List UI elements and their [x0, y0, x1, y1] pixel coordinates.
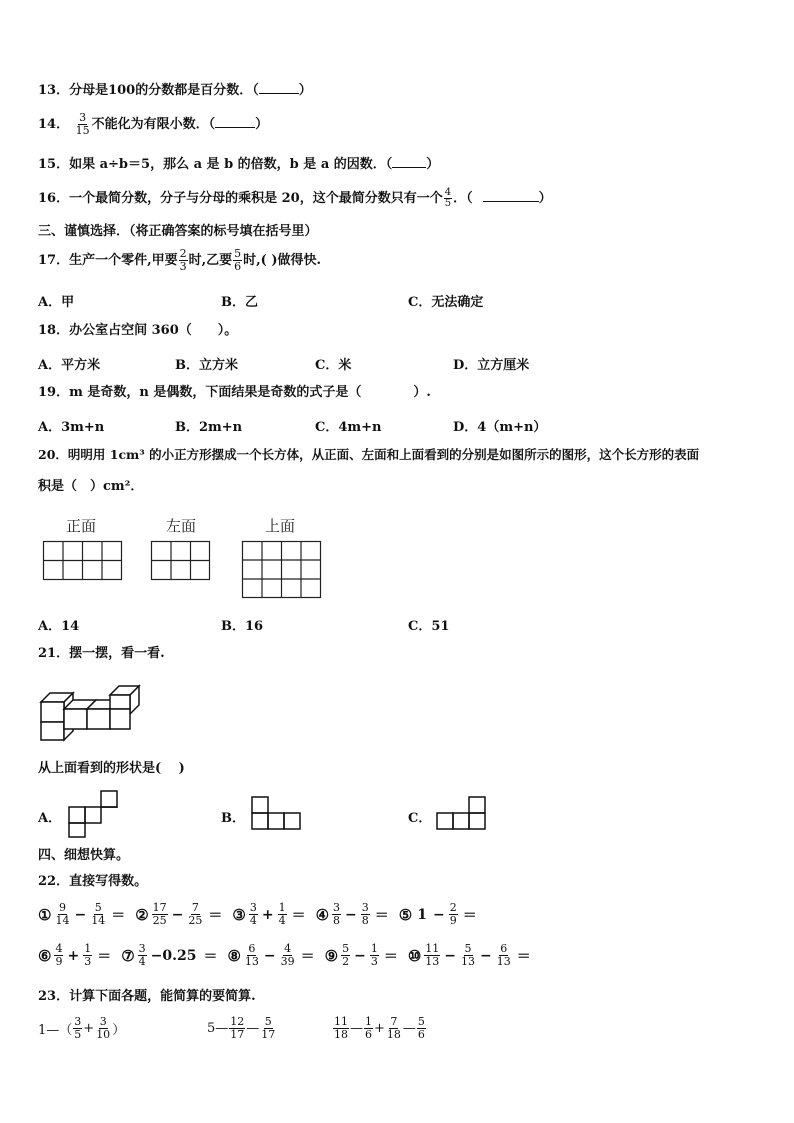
- q21-option-a[interactable]: A．: [38, 811, 62, 826]
- denominator: 3: [179, 260, 187, 273]
- left-view-grid: [151, 541, 211, 581]
- q19-option-c[interactable]: C．4m+n: [315, 420, 382, 435]
- numerator: 12: [230, 1015, 245, 1028]
- denominator: 6: [417, 1028, 425, 1041]
- question-17: [38, 248, 321, 273]
- q17-option-c[interactable]: C．无法确定: [408, 295, 484, 310]
- q17-fraction-1: [179, 248, 188, 273]
- fraction: [95, 1016, 111, 1041]
- q22-problem: [408, 943, 531, 968]
- math-text: ＝: [208, 907, 223, 924]
- fraction: [386, 1016, 402, 1041]
- q20-option-a[interactable]: A．14: [38, 619, 80, 634]
- numerator: 3: [249, 901, 257, 914]
- numerator: 5: [464, 942, 472, 955]
- math-text: −0.25: [150, 947, 197, 964]
- q20-option-c[interactable]: C．51: [408, 619, 450, 634]
- fraction: [138, 943, 147, 968]
- denominator: 8: [361, 914, 369, 927]
- numerator: 3: [74, 1015, 82, 1028]
- numerator: 3: [138, 942, 146, 955]
- numerator: 5: [94, 901, 102, 914]
- fraction: [260, 1016, 276, 1041]
- numerator: 3: [99, 1015, 107, 1028]
- fraction: [370, 943, 379, 968]
- numerator: 1: [365, 1015, 372, 1028]
- left-view-label: 左面: [166, 517, 197, 535]
- q22-problem: [135, 902, 222, 927]
- denominator: 18: [386, 1028, 401, 1041]
- q14-text: 不能化为有限小数．（: [91, 117, 216, 132]
- math-text: ⑧: [227, 946, 241, 965]
- math-text: ＝: [97, 948, 112, 965]
- q22-problem: [325, 943, 398, 968]
- denominator: 14: [55, 914, 70, 927]
- math-text: ③: [232, 905, 246, 924]
- q16-fraction: [444, 188, 452, 209]
- q16-text: 16．一个最简分数，分子与分母的乘积是 20，这个最简分数只有一个: [38, 191, 443, 206]
- fraction: [460, 943, 476, 968]
- q18-option-a[interactable]: A．平方米: [38, 358, 101, 373]
- fraction: [417, 1016, 426, 1041]
- question-20-line1: 20．明明用 1cm³ 的小正方形摆成一个长方体，从正面、左面和上面看到的分别是如图所示的图形，这个长方形的表面: [38, 447, 700, 462]
- math-text: ＝: [300, 948, 315, 965]
- denominator: 13: [425, 955, 440, 968]
- q18-option-c[interactable]: C．米: [315, 358, 352, 373]
- fraction: [424, 943, 440, 968]
- denominator: 13: [244, 955, 259, 968]
- math-text: +: [83, 1021, 95, 1036]
- math-text: −: [444, 947, 457, 964]
- q15-text: 15．如果 a÷b＝5，那么 a 是 b 的倍数，b 是 a 的因数．（: [38, 157, 393, 172]
- fraction: [341, 943, 350, 968]
- denominator: 9: [55, 955, 63, 968]
- math-text: ＝: [111, 907, 126, 924]
- q22-problem: [399, 902, 477, 927]
- q22-problem: [121, 943, 217, 968]
- question-21: 21．摆一摆，看一看.: [38, 646, 165, 661]
- math-text: ＝: [462, 907, 477, 924]
- q18-option-d[interactable]: D．立方厘米: [453, 358, 530, 373]
- math-text: −: [480, 947, 492, 964]
- numerator: 11: [334, 1015, 348, 1028]
- math-text: −: [354, 947, 366, 964]
- q23-expression-2: [207, 1016, 277, 1041]
- math-text: —: [402, 1021, 416, 1036]
- top-view-label: 上面: [265, 517, 296, 535]
- q23-expression-3: [332, 1016, 427, 1041]
- math-text: ＝: [374, 907, 389, 924]
- math-text: ⑨: [324, 946, 339, 965]
- math-text: +: [374, 1021, 385, 1036]
- q18-option-b[interactable]: B．立方米: [175, 358, 238, 373]
- math-text: —: [246, 1021, 260, 1036]
- q17-text-a: 17．生产一个零件,甲要: [38, 253, 178, 268]
- front-view-label: 正面: [66, 517, 97, 535]
- math-text: ①: [38, 905, 52, 924]
- denominator: 6: [234, 260, 242, 273]
- denominator: 39: [280, 955, 295, 968]
- denominator: 17: [230, 1028, 245, 1041]
- q22-problem: [227, 943, 314, 968]
- denominator: 13: [496, 955, 511, 968]
- q17-fraction-2: [233, 248, 242, 273]
- q17-option-a[interactable]: A．甲: [38, 295, 75, 310]
- section-4-heading: 四、细想快算。: [38, 848, 130, 863]
- question-13: [38, 83, 312, 99]
- q22-problem: [38, 902, 125, 927]
- q21-option-c-shape[interactable]: [436, 796, 488, 830]
- math-text: ⑥: [38, 946, 52, 965]
- numerator: 1: [278, 901, 286, 914]
- numerator: 2: [179, 247, 187, 260]
- answer-blank[interactable]: [259, 93, 299, 94]
- math-text: ⑤: [398, 905, 413, 924]
- math-text: ＝: [383, 948, 398, 965]
- fraction: [361, 902, 370, 927]
- q16-tail: ．（: [453, 191, 473, 206]
- denominator: 3: [84, 955, 92, 968]
- numerator: 4: [284, 942, 292, 955]
- fraction: [83, 943, 92, 968]
- denominator: 13: [461, 955, 476, 968]
- denominator: 25: [188, 914, 203, 927]
- q17-text-b: 时,乙要: [188, 253, 233, 268]
- q22-problem: [316, 902, 389, 927]
- denominator: 10: [96, 1028, 111, 1041]
- question-16: [38, 188, 552, 209]
- numerator: 7: [191, 901, 199, 914]
- numerator: 9: [58, 901, 66, 914]
- numerator: 2: [449, 901, 457, 914]
- fraction: [333, 1016, 349, 1041]
- question-20-line2: 积是（ ）cm²．: [38, 479, 144, 494]
- math-text: ＝: [203, 948, 218, 965]
- math-text: ＝: [516, 948, 531, 965]
- answer-blank[interactable]: [483, 201, 539, 202]
- numerator: 1: [84, 942, 92, 955]
- denominator: 25: [152, 914, 167, 927]
- denominator: 4: [278, 914, 286, 927]
- numerator: 3: [79, 111, 87, 124]
- q14-close: ）: [255, 117, 269, 132]
- fraction: [332, 902, 341, 927]
- q21-option-c[interactable]: C．: [408, 811, 432, 826]
- question-23: 23．计算下面各题，能简算的要简算.: [38, 989, 256, 1004]
- q19-option-b[interactable]: B．2m+n: [175, 420, 243, 435]
- fraction: [90, 902, 106, 927]
- fraction: [364, 1016, 373, 1041]
- numerator: 1: [370, 942, 378, 955]
- numerator: 11: [425, 942, 440, 955]
- fraction: [496, 943, 512, 968]
- fraction: [249, 902, 258, 927]
- fraction: [244, 943, 260, 968]
- math-text: −: [74, 906, 87, 923]
- fraction: [152, 902, 168, 927]
- denominator: 18: [334, 1028, 348, 1041]
- math-text: 5—: [207, 1021, 229, 1036]
- numerator: 3: [333, 901, 341, 914]
- numerator: 5: [342, 942, 350, 955]
- denominator: 5: [74, 1028, 82, 1041]
- fraction: [73, 1016, 82, 1041]
- numerator: 4: [55, 942, 63, 955]
- answer-blank[interactable]: [215, 127, 255, 128]
- fraction: [280, 943, 296, 968]
- question-14: [38, 112, 268, 137]
- q17-option-b[interactable]: B．乙: [221, 295, 258, 310]
- math-text: 1: [417, 906, 427, 923]
- numerator: 5: [234, 247, 242, 260]
- denominator: 2: [342, 955, 350, 968]
- denominator: 3: [370, 955, 378, 968]
- math-text: ＝: [291, 907, 306, 924]
- q22-problem: [232, 902, 305, 927]
- math-text: ②: [135, 905, 149, 924]
- fraction: [229, 1016, 245, 1041]
- q21-option-a-shape[interactable]: [68, 790, 120, 838]
- numerator: 17: [152, 901, 167, 914]
- math-text: 1—（: [38, 1023, 73, 1038]
- q19-option-d[interactable]: D．4（m+n）: [453, 420, 547, 435]
- q20-option-b[interactable]: B．16: [221, 619, 264, 634]
- question-22: 22．直接写得数。: [38, 874, 148, 889]
- numerator: 5: [417, 1015, 425, 1028]
- q13-close: ）: [298, 83, 312, 98]
- denominator: 4: [138, 955, 146, 968]
- math-text: −: [171, 906, 184, 923]
- numerator: 7: [390, 1015, 398, 1028]
- denominator: 14: [91, 914, 106, 927]
- math-text: ⑩: [407, 946, 422, 965]
- numerator: 4: [444, 187, 452, 198]
- denominator: 17: [261, 1028, 276, 1041]
- numerator: 3: [361, 901, 369, 914]
- q16-close: ）: [538, 191, 552, 206]
- q13-text: 13．分母是100的分数都是百分数．（: [38, 83, 259, 98]
- q22-row-1: [38, 902, 487, 927]
- q19-option-a[interactable]: A．3m+n: [38, 420, 105, 435]
- q21-option-b-shape[interactable]: [251, 796, 303, 830]
- question-19: 19．m 是奇数，n 是偶数，下面结果是奇数的式子是（ ）.: [38, 385, 431, 400]
- denominator: 9: [449, 914, 457, 927]
- fraction: [449, 902, 458, 927]
- q21-option-b[interactable]: B．: [221, 811, 245, 826]
- denominator: 4: [249, 914, 257, 927]
- q14-fraction: [75, 112, 91, 137]
- top-view-grid: [242, 541, 322, 599]
- math-text: −: [432, 906, 445, 923]
- answer-blank[interactable]: [392, 167, 426, 168]
- question-18: 18．办公室占空间 360（ ）。: [38, 323, 238, 338]
- math-text: −: [345, 906, 357, 923]
- fraction: [54, 902, 70, 927]
- fraction: [278, 902, 287, 927]
- q22-row-2: [38, 943, 541, 968]
- denominator: 15: [75, 124, 90, 137]
- math-text: —: [350, 1021, 363, 1036]
- denominator: 6: [365, 1028, 372, 1041]
- q17-text-c: 时,( )做得快.: [243, 253, 322, 268]
- q15-close: ）: [426, 157, 440, 172]
- cube-arrangement-figure: [38, 683, 142, 741]
- q22-problem: [38, 943, 111, 968]
- section-3-heading: 三、谨慎选择．（将正确答案的标号填在括号里）: [38, 224, 318, 239]
- q14-number: 14．: [38, 117, 70, 132]
- fraction: [187, 902, 203, 927]
- math-text: −: [263, 947, 276, 964]
- denominator: 8: [333, 914, 341, 927]
- math-text: ⑦: [121, 946, 135, 965]
- q21-question: 从上面看到的形状是( ): [38, 761, 185, 776]
- numerator: 5: [264, 1015, 272, 1028]
- math-text: +: [261, 906, 274, 923]
- numerator: 6: [248, 942, 256, 955]
- numerator: 6: [500, 942, 508, 955]
- math-text: ④: [315, 905, 330, 924]
- front-view-grid: [43, 541, 123, 581]
- math-text: +: [67, 947, 80, 964]
- question-15: [38, 157, 439, 173]
- q23-expression-1: [38, 1016, 125, 1041]
- denominator: 5: [444, 198, 452, 209]
- fraction: [54, 943, 63, 968]
- math-text: ）: [112, 1023, 126, 1038]
